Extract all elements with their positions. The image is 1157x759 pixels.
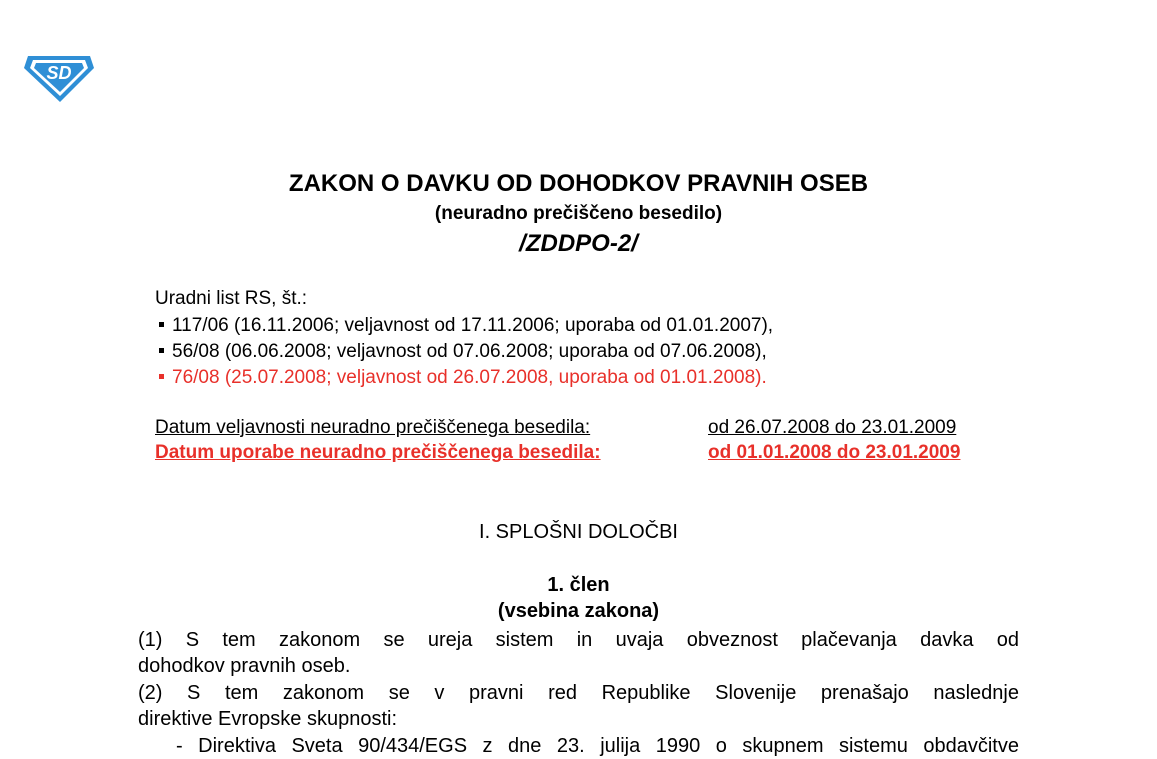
article-title: (vsebina zakona) [497,600,660,622]
bullet-icon [159,322,164,327]
logo [22,48,96,104]
gazette-intro: Uradni list RS, št.: [155,288,308,309]
section-heading: I. SPLOŠNI DOLOČBI [479,521,678,543]
gazette-item: 56/08 (06.06.2008; veljavnost od 07.06.2008; uporaba od 07.06.2008), [155,340,773,366]
gazette-list [155,314,773,392]
gazette-item-highlighted: 76/08 (25.07.2008; veljavnost od 26.07.2008, uporaba od 01.01.2008). [155,366,773,392]
use-value: od 01.01.2008 do 23.01.2009 [708,442,961,463]
document-code: /ZDDPO-2/ [519,230,638,257]
directive-line-1: - Direktiva Sveta 90/434/EGS z dne 23. julija 1990 o skupnem sistemu obdavčitve [176,735,1019,757]
document-title: ZAKON O DAVKU OD DOHODKOV PRAVNIH OSEB [288,170,869,197]
use-label: Datum uporabe neuradno prečiščenega besedila: [155,442,601,463]
document-subtitle: (neuradno prečiščeno besedilo) [434,203,723,224]
paragraph-1-line-2: dohodkov pravnih oseb. [138,655,351,677]
validity-label: Datum veljavnosti neuradno prečiščenega besedila: [155,417,591,438]
validity-value: od 26.07.2008 do 23.01.2009 [708,417,957,438]
article-number: 1. člen [547,574,610,596]
paragraph-1-line-1: (1) S tem zakonom se ureja sistem in uvaja obveznost plačevanja davka od [138,629,1019,651]
svg-text:SD: SD [46,63,72,83]
paragraph-2-line-1: (2) S tem zakonom se v pravni red Republike Slovenije prenašajo naslednje [138,682,1019,704]
logo-icon [22,48,96,104]
bullet-icon [159,348,164,353]
paragraph-2-line-2: direktive Evropske skupnosti: [138,708,398,730]
bullet-icon [159,374,164,379]
gazette-item: 117/06 (16.11.2006; veljavnost od 17.11.2006; uporaba od 01.01.2007), [155,314,773,340]
